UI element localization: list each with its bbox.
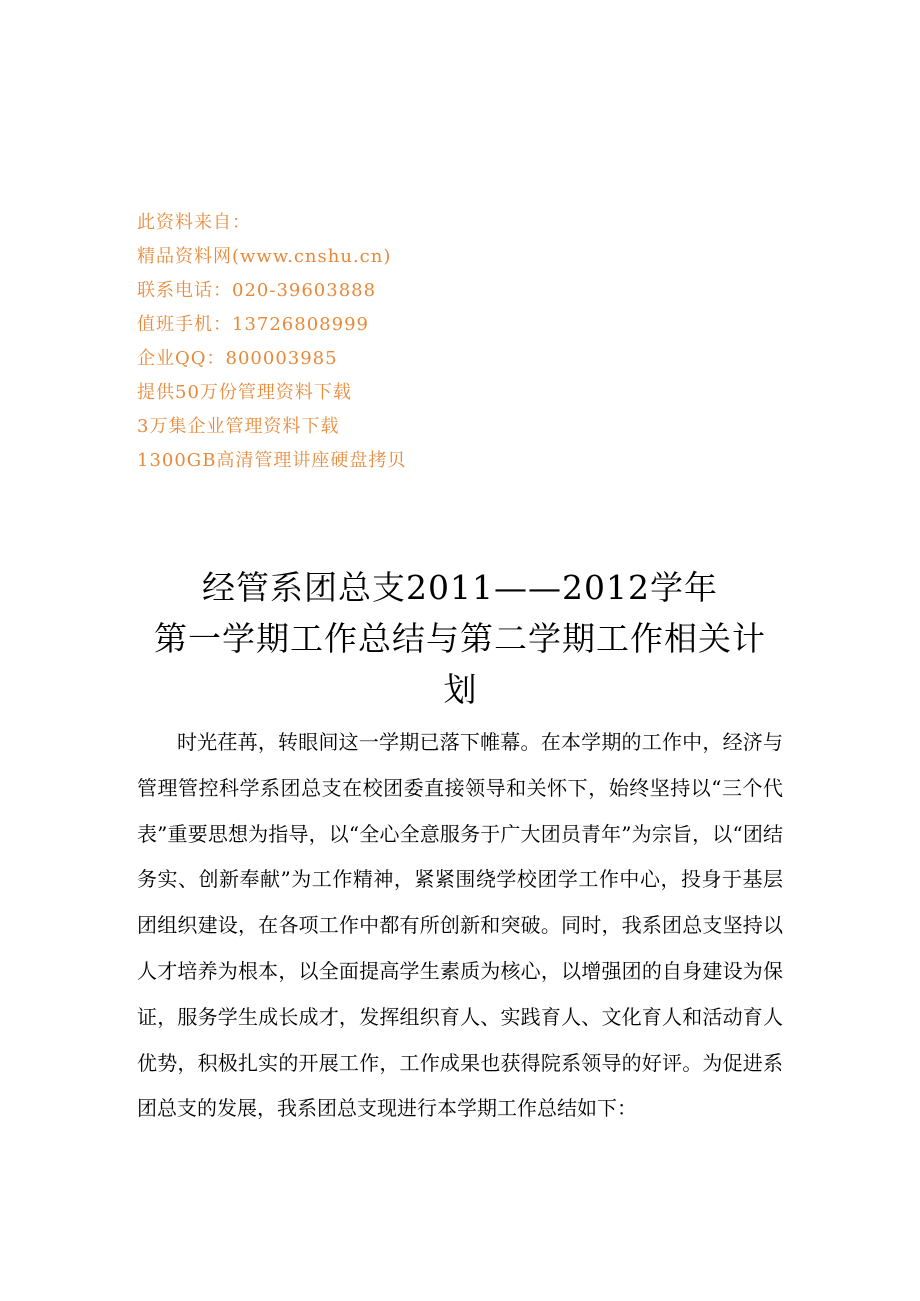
- source-line-phone: 联系电话：020-39603888: [137, 280, 377, 301]
- source-line-offer-1: 提供50万份管理资料下载: [137, 382, 352, 403]
- source-line-offer-2: 3万集企业管理资料下载: [137, 416, 340, 437]
- source-line-website: 精品资料网(www.cnshu.cn): [137, 246, 392, 267]
- source-info-block: [137, 206, 557, 478]
- source-line-offer-3: 1300GB高清管理讲座硬盘拷贝: [137, 450, 407, 471]
- document-title: [110, 562, 810, 715]
- source-line-qq: 企业QQ：800003985: [137, 348, 338, 369]
- title-line-3: 划: [443, 670, 477, 709]
- title-line-1: 经管系团总支2011——2012学年: [202, 568, 718, 607]
- title-line-2: 第一学期工作总结与第二学期工作相关计: [154, 619, 766, 658]
- source-line-from: 此资料来自：: [137, 212, 251, 233]
- body-paragraph: 时光荏苒，转眼间这一学期已落下帷幕。在本学期的工作中，经济与管理管控科学系团总支在校团委直接领导和关怀下，始终坚持以“三个代表”重要思想为指导，以“全心全意服务于广大团员青年”为宗旨，以“团结务实、创新奉献”为工作精神，紧紧围绕学校团学工作中心，投身于基层团组织建设，在各项工作中都有所创新和突破。同时，我系团总支坚持以人才培养为根本，以全面提高学生素质为核心，以增强团的自身建设为保证，服务学生成长成才，发挥组织育人、实践育人、文化育人和活动育人优势，积极扎实的开展工作，工作成果也获得院系领导的好评。为促进系团总支的发展，我系团总支现进行本学期工作总结如下：: [137, 730, 783, 1121]
- source-line-mobile: 值班手机：13726808999: [137, 314, 369, 335]
